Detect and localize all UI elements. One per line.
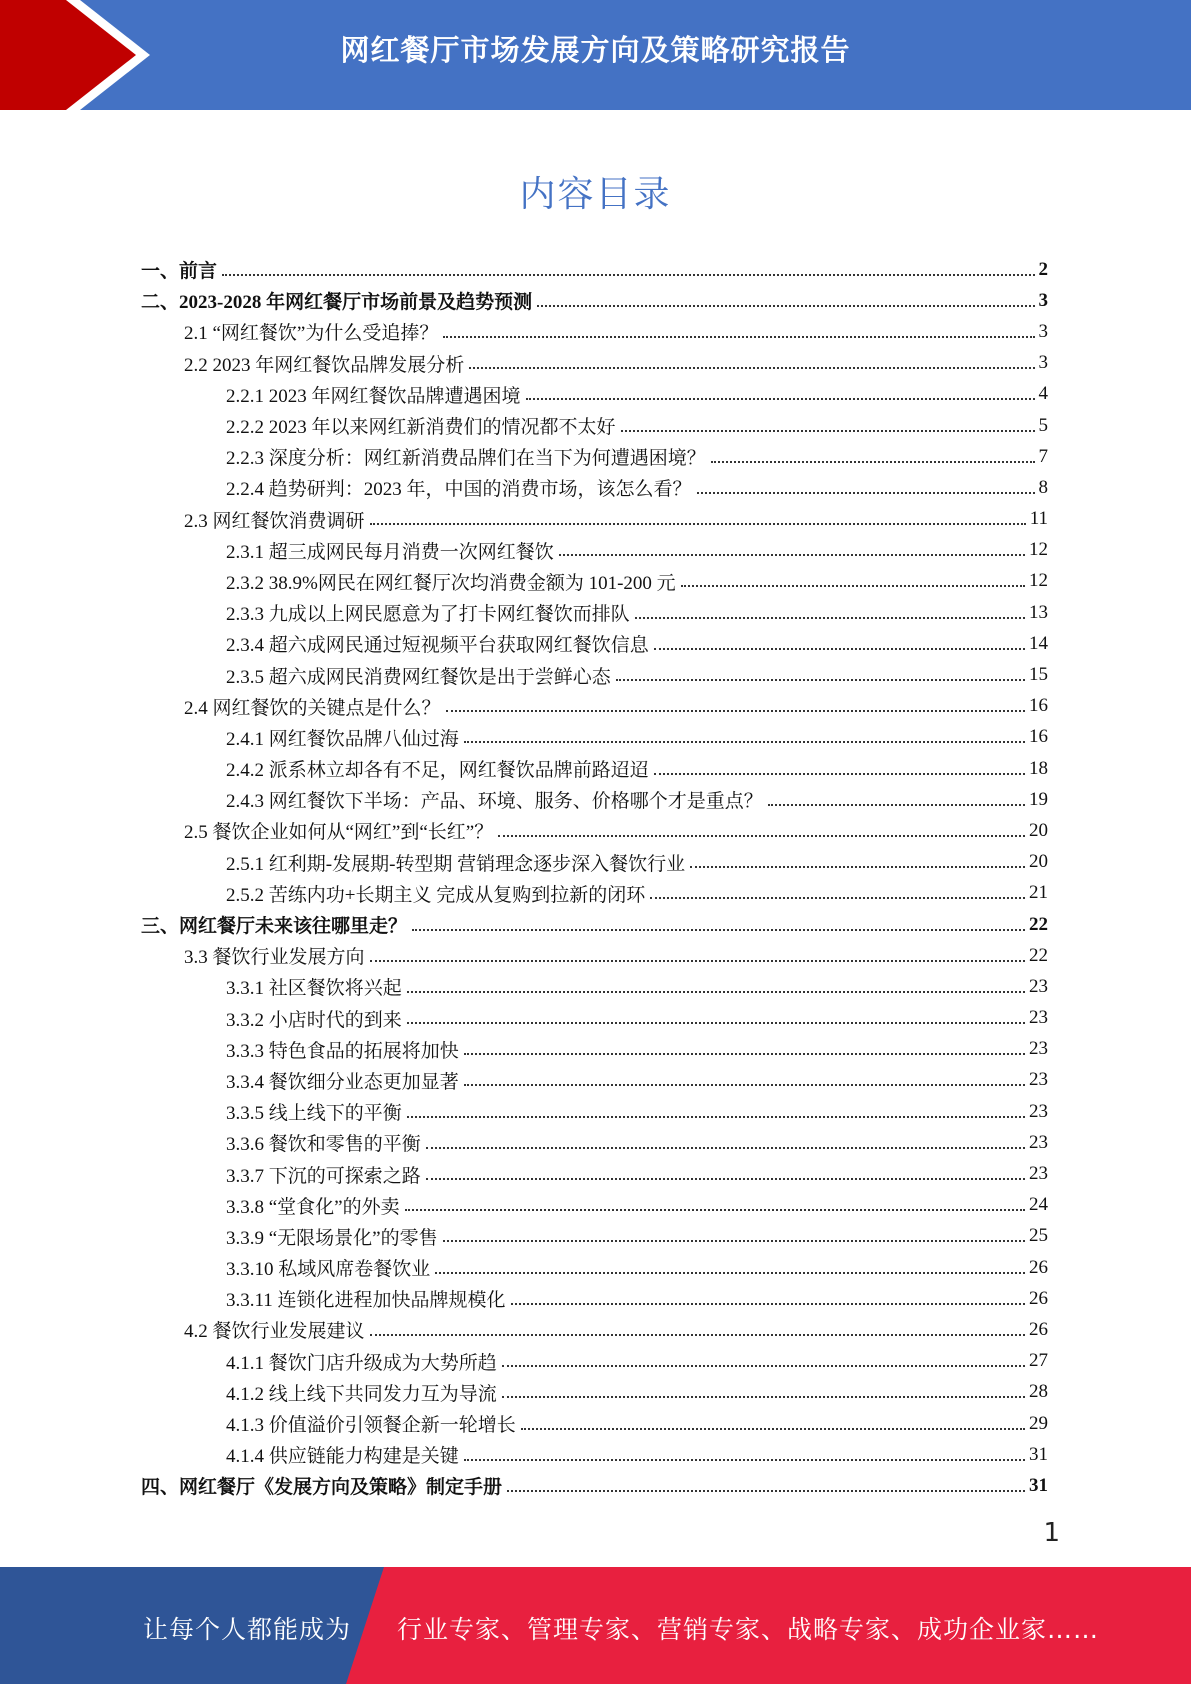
toc-dot-leader xyxy=(502,1365,1025,1367)
toc-dot-leader xyxy=(711,461,1035,463)
toc-dot-leader xyxy=(690,866,1025,868)
toc-entry-label: 2.4.1 网红餐饮品牌八仙过海 xyxy=(226,728,459,750)
toc-entry[interactable] xyxy=(141,379,1048,410)
toc-entry-page: 12 xyxy=(1029,539,1048,561)
toc-entry[interactable] xyxy=(141,878,1048,909)
toc-entry[interactable] xyxy=(141,285,1048,316)
toc-entry-page: 31 xyxy=(1029,1443,1048,1465)
toc-dot-leader xyxy=(446,710,1025,712)
toc-entry-label: 3.3.2 小店时代的到来 xyxy=(226,1009,402,1031)
toc-entry-label: 2.4.2 派系林立却各有不足，网红餐饮品牌前路迢迢 xyxy=(226,760,649,782)
toc-dot-leader xyxy=(650,897,1025,899)
toc-entry[interactable] xyxy=(141,1221,1048,1252)
toc-dot-leader xyxy=(635,617,1025,619)
toc-entry-label: 2.2.3 深度分析：网红新消费品牌们在当下为何遭遇困境？ xyxy=(226,448,706,470)
toc-dot-leader xyxy=(464,1459,1025,1461)
toc-entry-page: 23 xyxy=(1029,1007,1048,1029)
toc-dot-leader xyxy=(697,492,1035,494)
toc-entry-page: 14 xyxy=(1029,632,1048,654)
toc-entry-label: 2.5 餐饮企业如何从“网红”到“长红”？ xyxy=(184,822,494,844)
toc-entry[interactable] xyxy=(141,441,1048,472)
toc-entry-label: 2.2.2 2023 年以来网红新消费们的情况都不太好 xyxy=(226,417,616,439)
toc-entry-page: 3 xyxy=(1038,352,1048,374)
toc-dot-leader xyxy=(370,960,1025,962)
toc-dot-leader xyxy=(426,1178,1025,1180)
toc-entry-label: 3.3.7 下沉的可探索之路 xyxy=(226,1165,421,1187)
toc-entry-page: 28 xyxy=(1029,1381,1048,1403)
toc-entry-page: 23 xyxy=(1029,1069,1048,1091)
toc-entry-label: 3.3.6 餐饮和零售的平衡 xyxy=(226,1134,421,1156)
toc-entry-page: 2 xyxy=(1038,258,1048,280)
page-footer xyxy=(0,1567,1191,1684)
toc-entry-label: 3.3.3 特色食品的拓展将加快 xyxy=(226,1040,459,1062)
toc-dot-leader xyxy=(654,648,1025,650)
toc-entry[interactable] xyxy=(141,472,1048,503)
toc-entry[interactable] xyxy=(141,348,1048,379)
toc-dot-leader xyxy=(469,367,1034,369)
toc-dot-leader xyxy=(426,1147,1025,1149)
toc-entry-page: 12 xyxy=(1029,570,1048,592)
toc-entry-label: 2.5.2 苦练内功+长期主义 完成从复购到拉新的闭环 xyxy=(226,884,646,906)
toc-entry[interactable] xyxy=(141,1377,1048,1408)
toc-dot-leader xyxy=(407,991,1025,993)
toc-entry[interactable] xyxy=(141,1252,1048,1283)
toc-entry-page: 21 xyxy=(1029,882,1048,904)
toc-entry-label: 2.4 网红餐饮的关键点是什么？ xyxy=(184,697,441,719)
toc-entry-page: 16 xyxy=(1029,726,1048,748)
toc-entry-label: 2.3.3 九成以上网民愿意为了打卡网红餐饮而排队 xyxy=(226,604,630,626)
toc-entry-label: 3.3.9 “无限场景化”的零售 xyxy=(226,1227,438,1249)
toc-dot-leader xyxy=(498,835,1025,837)
toc-entry-label: 四、网红餐厅《发展方向及策略》制定手册 xyxy=(141,1477,503,1499)
toc-dot-leader xyxy=(464,1053,1025,1055)
table-of-contents xyxy=(141,254,1048,1502)
toc-title: 内容目录 xyxy=(519,174,672,215)
toc-entry[interactable] xyxy=(141,1158,1048,1189)
toc-entry[interactable] xyxy=(141,722,1048,753)
toc-entry-label: 2.3.4 超六成网民通过短视频平台获取网红餐饮信息 xyxy=(226,635,649,657)
toc-dot-leader xyxy=(502,1396,1025,1398)
toc-dot-leader xyxy=(681,585,1025,587)
toc-entry[interactable] xyxy=(141,847,1048,878)
toc-entry-page: 20 xyxy=(1029,851,1048,873)
toc-entry-label: 2.2.4 趋势研判：2023 年，中国的消费市场，该怎么看？ xyxy=(226,479,692,501)
toc-dot-leader xyxy=(435,1272,1025,1274)
page-header xyxy=(0,0,1191,110)
toc-entry[interactable] xyxy=(141,1003,1048,1034)
toc-dot-leader xyxy=(370,1334,1025,1336)
footer-slogan-right: 行业专家、管理专家、营销专家、战略专家、成功企业家…… xyxy=(397,1615,1100,1644)
toc-entry[interactable] xyxy=(141,316,1048,347)
toc-entry[interactable] xyxy=(141,628,1048,659)
toc-entry[interactable] xyxy=(141,535,1048,566)
toc-entry[interactable] xyxy=(141,566,1048,597)
toc-entry-label: 一、前言 xyxy=(141,261,218,283)
toc-entry-label: 4.1.2 线上线下共同发力互为导流 xyxy=(226,1383,497,1405)
toc-entry-label: 3.3.1 社区餐饮将兴起 xyxy=(226,978,402,1000)
toc-entry-page: 20 xyxy=(1029,819,1048,841)
toc-entry[interactable] xyxy=(141,940,1048,971)
toc-entry-page: 23 xyxy=(1029,1131,1048,1153)
toc-dot-leader xyxy=(222,274,1034,276)
header-title: 网红餐厅市场发展方向及策略研究报告 xyxy=(340,33,851,67)
toc-entry-page: 18 xyxy=(1029,757,1048,779)
page-number: 1 xyxy=(1043,1518,1060,1548)
toc-entry[interactable] xyxy=(141,1314,1048,1345)
toc-dot-leader xyxy=(412,929,1025,931)
toc-entry-label: 三、网红餐厅未来该往哪里走？ xyxy=(141,916,408,938)
toc-entry-page: 15 xyxy=(1029,664,1048,686)
toc-entry[interactable] xyxy=(141,1346,1048,1377)
toc-entry-page: 26 xyxy=(1029,1287,1048,1309)
toc-dot-leader xyxy=(616,679,1025,681)
toc-entry[interactable] xyxy=(141,1439,1048,1470)
toc-entry[interactable] xyxy=(141,254,1048,285)
toc-entry[interactable] xyxy=(141,1096,1048,1127)
toc-entry[interactable] xyxy=(141,815,1048,846)
toc-entry-page: 3 xyxy=(1038,289,1048,311)
toc-entry-page: 5 xyxy=(1038,414,1048,436)
toc-entry[interactable] xyxy=(141,1065,1048,1096)
toc-dot-leader xyxy=(370,523,1026,525)
toc-entry-label: 2.5.1 红利期-发展期-转型期 营销理念逐步深入餐饮行业 xyxy=(226,853,686,875)
toc-entry[interactable] xyxy=(141,597,1048,628)
toc-entry-page: 16 xyxy=(1029,695,1048,717)
footer-slogan-left: 让每个人都能成为 xyxy=(143,1615,352,1644)
toc-entry-label: 2.3.1 超三成网民每月消费一次网红餐饮 xyxy=(226,541,554,563)
toc-dot-leader xyxy=(405,1209,1025,1211)
toc-entry[interactable] xyxy=(141,909,1048,940)
toc-entry-label: 2.3 网红餐饮消费调研 xyxy=(184,510,365,532)
toc-entry-page: 26 xyxy=(1029,1256,1048,1278)
toc-entry-page: 24 xyxy=(1029,1194,1048,1216)
toc-entry-page: 23 xyxy=(1029,975,1048,997)
toc-entry-label: 3.3.11 连锁化进程加快品牌规模化 xyxy=(226,1290,506,1312)
toc-entry-page: 23 xyxy=(1029,1038,1048,1060)
toc-entry-label: 4.1.3 价值溢价引领餐企新一轮增长 xyxy=(226,1415,516,1437)
toc-dot-leader xyxy=(443,336,1034,338)
toc-dot-leader xyxy=(507,1490,1025,1492)
toc-entry-page: 7 xyxy=(1038,445,1048,467)
toc-entry-label: 4.1.4 供应链能力构建是关键 xyxy=(226,1446,459,1468)
toc-dot-leader xyxy=(526,398,1035,400)
toc-dot-leader xyxy=(443,1240,1025,1242)
toc-entry[interactable] xyxy=(141,504,1048,535)
toc-entry-page: 19 xyxy=(1029,788,1048,810)
toc-entry-page: 29 xyxy=(1029,1412,1048,1434)
toc-entry[interactable] xyxy=(141,1127,1048,1158)
toc-dot-leader xyxy=(464,1084,1025,1086)
toc-dot-leader xyxy=(559,554,1025,556)
toc-dot-leader xyxy=(621,430,1035,432)
toc-entry-label: 2.2.1 2023 年网红餐饮品牌遭遇困境 xyxy=(226,385,521,407)
toc-entry[interactable] xyxy=(141,1283,1048,1314)
toc-entry-page: 31 xyxy=(1029,1474,1048,1496)
toc-entry-label: 3.3.4 餐饮细分业态更加显著 xyxy=(226,1071,459,1093)
toc-entry-page: 13 xyxy=(1029,601,1048,623)
toc-entry-page: 26 xyxy=(1029,1318,1048,1340)
toc-entry-label: 4.1.1 餐饮门店升级成为大势所趋 xyxy=(226,1352,497,1374)
toc-entry[interactable] xyxy=(141,971,1048,1002)
toc-dot-leader xyxy=(407,1116,1025,1118)
toc-dot-leader xyxy=(537,305,1034,307)
toc-entry-label: 2.4.3 网红餐饮下半场：产品、环境、服务、价格哪个才是重点？ xyxy=(226,791,763,813)
toc-entry-page: 3 xyxy=(1038,320,1048,342)
toc-entry-page: 23 xyxy=(1029,1100,1048,1122)
toc-dot-leader xyxy=(407,1022,1025,1024)
toc-entry-page: 23 xyxy=(1029,1163,1048,1185)
toc-dot-leader xyxy=(768,804,1025,806)
toc-entry-label: 二、2023-2028 年网红餐厅市场前景及趋势预测 xyxy=(141,292,533,314)
toc-entry-page: 8 xyxy=(1038,476,1048,498)
toc-entry-label: 2.1 “网红餐饮”为什么受追捧？ xyxy=(184,323,439,345)
toc-dot-leader xyxy=(464,741,1025,743)
toc-entry-page: 27 xyxy=(1029,1350,1048,1372)
toc-entry-label: 3.3 餐饮行业发展方向 xyxy=(184,947,365,969)
toc-entry[interactable] xyxy=(141,1034,1048,1065)
toc-entry[interactable] xyxy=(141,753,1048,784)
toc-dot-leader xyxy=(654,773,1025,775)
toc-entry[interactable] xyxy=(141,659,1048,690)
toc-entry-page: 4 xyxy=(1038,383,1048,405)
toc-entry[interactable] xyxy=(141,691,1048,722)
toc-entry-label: 2.3.5 超六成网民消费网红餐饮是出于尝鲜心态 xyxy=(226,666,611,688)
toc-entry[interactable] xyxy=(141,410,1048,441)
toc-entry-page: 22 xyxy=(1029,944,1048,966)
toc-entry[interactable] xyxy=(141,784,1048,815)
toc-entry-page: 22 xyxy=(1029,913,1048,935)
toc-entry[interactable] xyxy=(141,1470,1048,1501)
toc-entry[interactable] xyxy=(141,1408,1048,1439)
toc-entry-label: 2.3.2 38.9%网民在网红餐厅次均消费金额为 101-200 元 xyxy=(226,572,676,594)
toc-entry-label: 2.2 2023 年网红餐饮品牌发展分析 xyxy=(184,354,465,376)
toc-entry-page: 11 xyxy=(1029,508,1048,530)
toc-entry-label: 3.3.10 私域风席卷餐饮业 xyxy=(226,1259,431,1281)
toc-entry-label: 3.3.8 “堂食化”的外卖 xyxy=(226,1196,400,1218)
toc-entry-label: 4.2 餐饮行业发展建议 xyxy=(184,1321,365,1343)
toc-entry-page: 25 xyxy=(1029,1225,1048,1247)
toc-dot-leader xyxy=(521,1428,1025,1430)
toc-entry[interactable] xyxy=(141,1190,1048,1221)
toc-dot-leader xyxy=(511,1303,1025,1305)
toc-entry-label: 3.3.5 线上线下的平衡 xyxy=(226,1103,402,1125)
